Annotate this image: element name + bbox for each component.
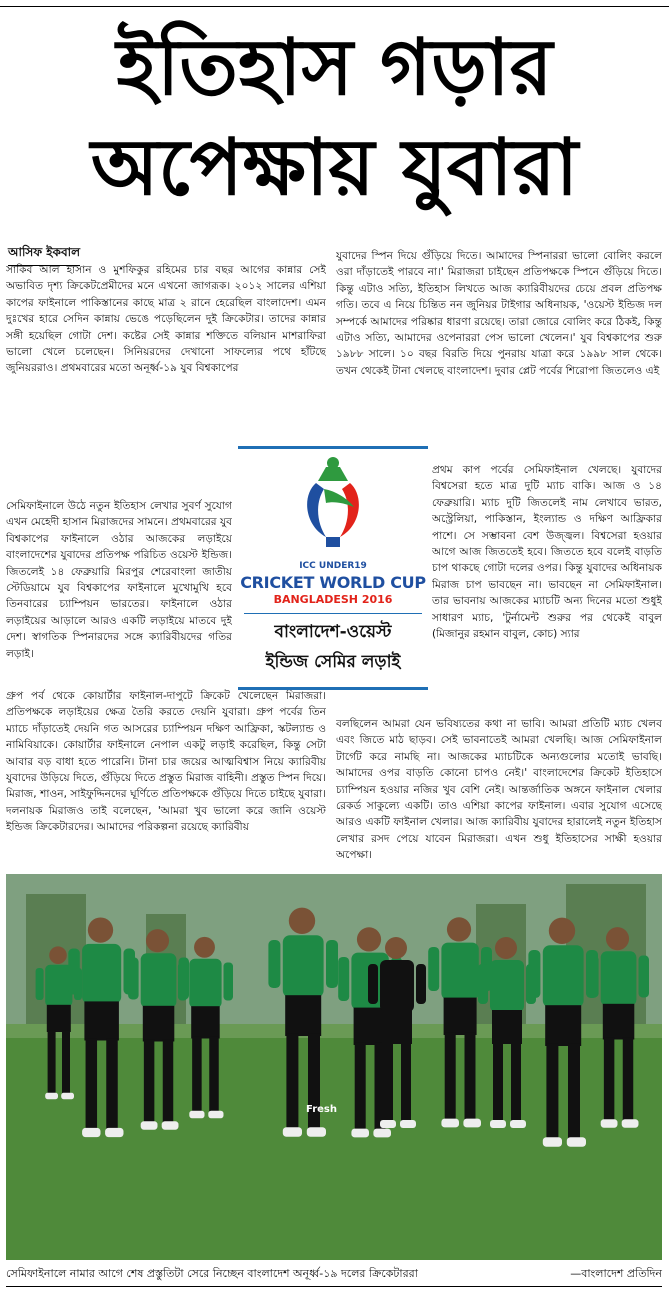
article-paragraph: সেমিফাইনালে উঠে নতুন ইতিহাস লেখার সুবর্ণ সুযোগ এখন মেহেদী হাসান মিরাজদের সামনে। প্রথমবারের যুব বিশ্বকাপের ফাইনালে ওঠার আজকের লড়াইয়ে বাংলাদেশের যুবাদের প্রতিপক্ষ পরিচিত ওয়েস্ট ইন্ডিজ। জিতলেই ১৪ ফেব্রুয়ারি মিরপুর শেরেবাংলা জাতীয় স্টেডিয়ামে যুব বিশ্বকাপের ফাইনালে মুখোমুখি হবে তিনবারের চ্যাম্পিয়ন ভারতের। ফাইনালে ওঠার লড়াইয়ের আড়ালে আরও একটি লড়াইয়ে মাতবে দুই দেশ। স্বাগতিক স্পিনারদের সঙ্গে ক্যারিবীয়দের গতির লড়াই।	[6, 500, 232, 660]
team-practice-photo	[6, 874, 662, 1260]
world-cup-promo-box	[238, 446, 428, 690]
promo-divider	[244, 613, 422, 614]
article-column-1-lower	[6, 688, 326, 866]
byline: আসিফ ইকবাল	[8, 244, 80, 266]
article-paragraph: সাকিব আল হাসান ও মুশফিকুর রহিমের চার বছর আগের কান্নার সেই অভাবিত দৃশ্য ক্রিকেটপ্রেমীদের মনে এখনো জাগরূক। ২০১২ সালের এশিয়া কাপের ফাইনালে পাকিস্তানের কাছে মাত্র ২ রানে হেরেছিল বাংলাদেশ। এমন দুঃখের হারে সেদিন কান্নায় ভেঙে পড়েছিলেন দুই ক্রিকেটার। তাদের কান্নার সঙ্গী হয়েছিল গোটা দেশ। কষ্টের সেই কান্নার শক্তিতে বলিয়ান মাশরাফিরা ভালো খেলে চলেছেন। সিনিয়রদের দেখানো সাফল্যের পথে হাঁটছে জুনিয়ররাও। প্রথমবারের মতো অনূর্ধ্ব-১৯ যুব বিশ্বকাপের	[6, 264, 326, 375]
photo-caption: সেমিফাইনালে নামার আগে শেষ প্রস্তুতিটা সেরে নিচ্ছেন বাংলাদেশ অনূর্ধ্ব-১৯ দলের ক্রিকেটাররা	[6, 1267, 418, 1280]
logo-line-2: CRICKET WORLD CUP	[240, 573, 426, 592]
bottom-rule	[6, 1286, 662, 1287]
article-column-2	[336, 248, 662, 462]
promo-title-2: ইন্ডিজ সেমির লড়াই	[265, 652, 401, 672]
article-column-2-lower	[336, 716, 662, 866]
logo-line-1: ICC UNDER19	[299, 561, 367, 571]
article-paragraph: প্রথম কাপ পর্বের সেমিফাইনাল খেলছে। যুবাদের বিশ্বসেরা হতে মাত্র দুটি ম্যাচ বাকি। আজ ও ১৪ ফেব্রুয়ারি। ম্যাচ দুটি জিতলেই নাম লেখাবে ভারত, অস্ট্রেলিয়া, পাকিস্তান, ইংল্যান্ড ও দক্ষিণ আফ্রিকার পাশে। সে সম্ভাবনা বেশ উজ্জ্বল। বিশ্বসেরা হওয়ার আগে আজ জিততেই হবে। জিততে হবে বলেই বাড়তি চাপ থাকছে গোটা দলের ওপর। কিন্তু যুবাদের অধিনায়ক মিরাজ চাপ ভাবছেন না। ভাবছেন না সেমিফাইনাল। তার ভাবনায় আজকের ম্যাচটি অন্য দিনের মতো শুধুই সাধারণ ম্যাচ, 'টুর্নামেন্ট শুরুর পর থেকেই বাবুল (মিজানুর রহমান বাবুল, কোচ) স্যার	[432, 464, 662, 641]
article-column-1-wrap	[6, 498, 232, 688]
promo-title-1: বাংলাদেশ-ওয়েস্ট	[274, 622, 392, 642]
headline-line-2: অপেক্ষায় যুবারা	[90, 123, 579, 213]
article-paragraph: যুবাদের স্পিন দিয়ে গুঁড়িয়ে দিতে। আমাদের স্পিনাররা ভালো বোলিং করলে ওরা দাঁড়াতেই পারবে না।' মিরাজরা চাইছেন প্রতিপক্ষকে স্পিনে গুঁড়িয়ে দিতে। কিন্তু এটাও সত্যি, ইতিহাস লিখতে আজ ক্যারিবীয়দের চেয়ে প্রবল প্রতিপক্ষ গতি। তবে এ নিয়ে চিন্তিত নন জুনিয়র টাইগার অধিনায়ক, 'ওয়েস্ট ইন্ডিজ দল সম্পর্কে আমাদের পরিষ্কার ধারণা রয়েছে। তারা জোরে বোলিং করে ঠিকই, কিন্তু এটাও সত্যি, আমাদের ওপেনাররা পেস ভালো খেলেন।' যুব বিশ্বকাপের শুরু ১৯৮৮ সালে। ১০ বছর বিরতি দিয়ে পুনরায় যাত্রা করে ১৯৯৮ সাল থেকে। তখন থেকেই টানা খেলছে বাংলাদেশ। দুবার প্লেট পর্বের শিরোপা জিতলেও এই	[336, 250, 662, 377]
photo-illustration	[6, 874, 662, 1260]
top-rule	[0, 0, 669, 7]
photo-credit: —বাংলাদেশ প্রতিদিন	[570, 1267, 662, 1280]
article-paragraph: গ্রুপ পর্ব থেকে কোয়ার্টার ফাইনাল-দাপুটে ক্রিকেট খেলেছেন মিরাজরা। প্রতিপক্ষকে লড়াইয়ের ক্ষেত্র তৈরি করতে দেয়নি যুবারা। গ্রুপ পর্বের তিন ম্যাচে দাঁড়াতেই দেয়নি গত আসরের চ্যাম্পিয়ন দক্ষিণ আফ্রিকা, স্কটল্যান্ড ও নামিবিয়াকে। কোয়ার্টার ফাইনালে নেপাল একটু লড়াই করেছিল, কিন্তু সেটা আবার বড় বাধা হতে পারেনি। টানা চার জয়ের আত্মবিশ্বাস নিয়ে ক্যারিবীয় যুবাদের উড়িয়ে দিতে, গুঁড়িয়ে দিতে প্রস্তুত মিরাজ বাহিনী। প্রস্তুত স্পিন দিয়ে। মিরাজ, শাওন, সাইফুদ্দিনদের ঘূর্ণিতে প্রতিপক্ষকে গুঁড়িয়ে দিতে চাইছে যুবারা। দলনায়ক মিরাজও তাই বলেছেন, 'আমরা খুব ভালো করে জানি ওয়েস্ট ইন্ডিজ ক্রিকেটারদের। আমাদের পরিকল্পনা রয়েছে ক্যারিবীয়	[6, 690, 326, 834]
headline-line-1: ইতিহাস গড়ার	[116, 23, 553, 113]
jersey-brand-text: Fresh	[306, 1104, 337, 1115]
article-paragraph: বলছিলেন আমরা যেন ভবিষ্যতের কথা না ভাবি। আমরা প্রতিটি ম্যাচ খেলব এবং জিতে মাঠ ছাড়ব। সেই ভাবনাতেই আমরা খেলছি। আজ সেমিফাইনাল টার্গেট করে নামছি না। আজকের ম্যাচটিকে অন্যগুলোর মতোই ভাবছি। আমাদের ওপর বাড়তি কোনো চাপও নেই।' বাংলাদেশের ক্রিকেট ইতিহাসে চ্যাম্পিয়ন হওয়ার নজির খুব বেশি নেই। আন্তর্জাতিক অঙ্গনে ফাইনাল খেলার রেকর্ড সাকুল্যে একটি। তাও এশিয়া কাপের ফাইনাল। এবার সুযোগ এসেছে আরও একটি ফাইনাল খেলার। আজ ক্যারিবীয় যুবাদের হারালেই নতুন ইতিহাস লেখার রসদ পেয়ে যাবেন মিরাজরা। এখন শুধু ইতিহাসের সাক্ষী হওয়ার অপেক্ষা।	[336, 718, 662, 862]
logo-line-3: BANGLADESH 2016	[273, 593, 393, 606]
article-column-2-wrap	[432, 462, 662, 716]
world-cup-trophy-logo	[296, 455, 370, 551]
